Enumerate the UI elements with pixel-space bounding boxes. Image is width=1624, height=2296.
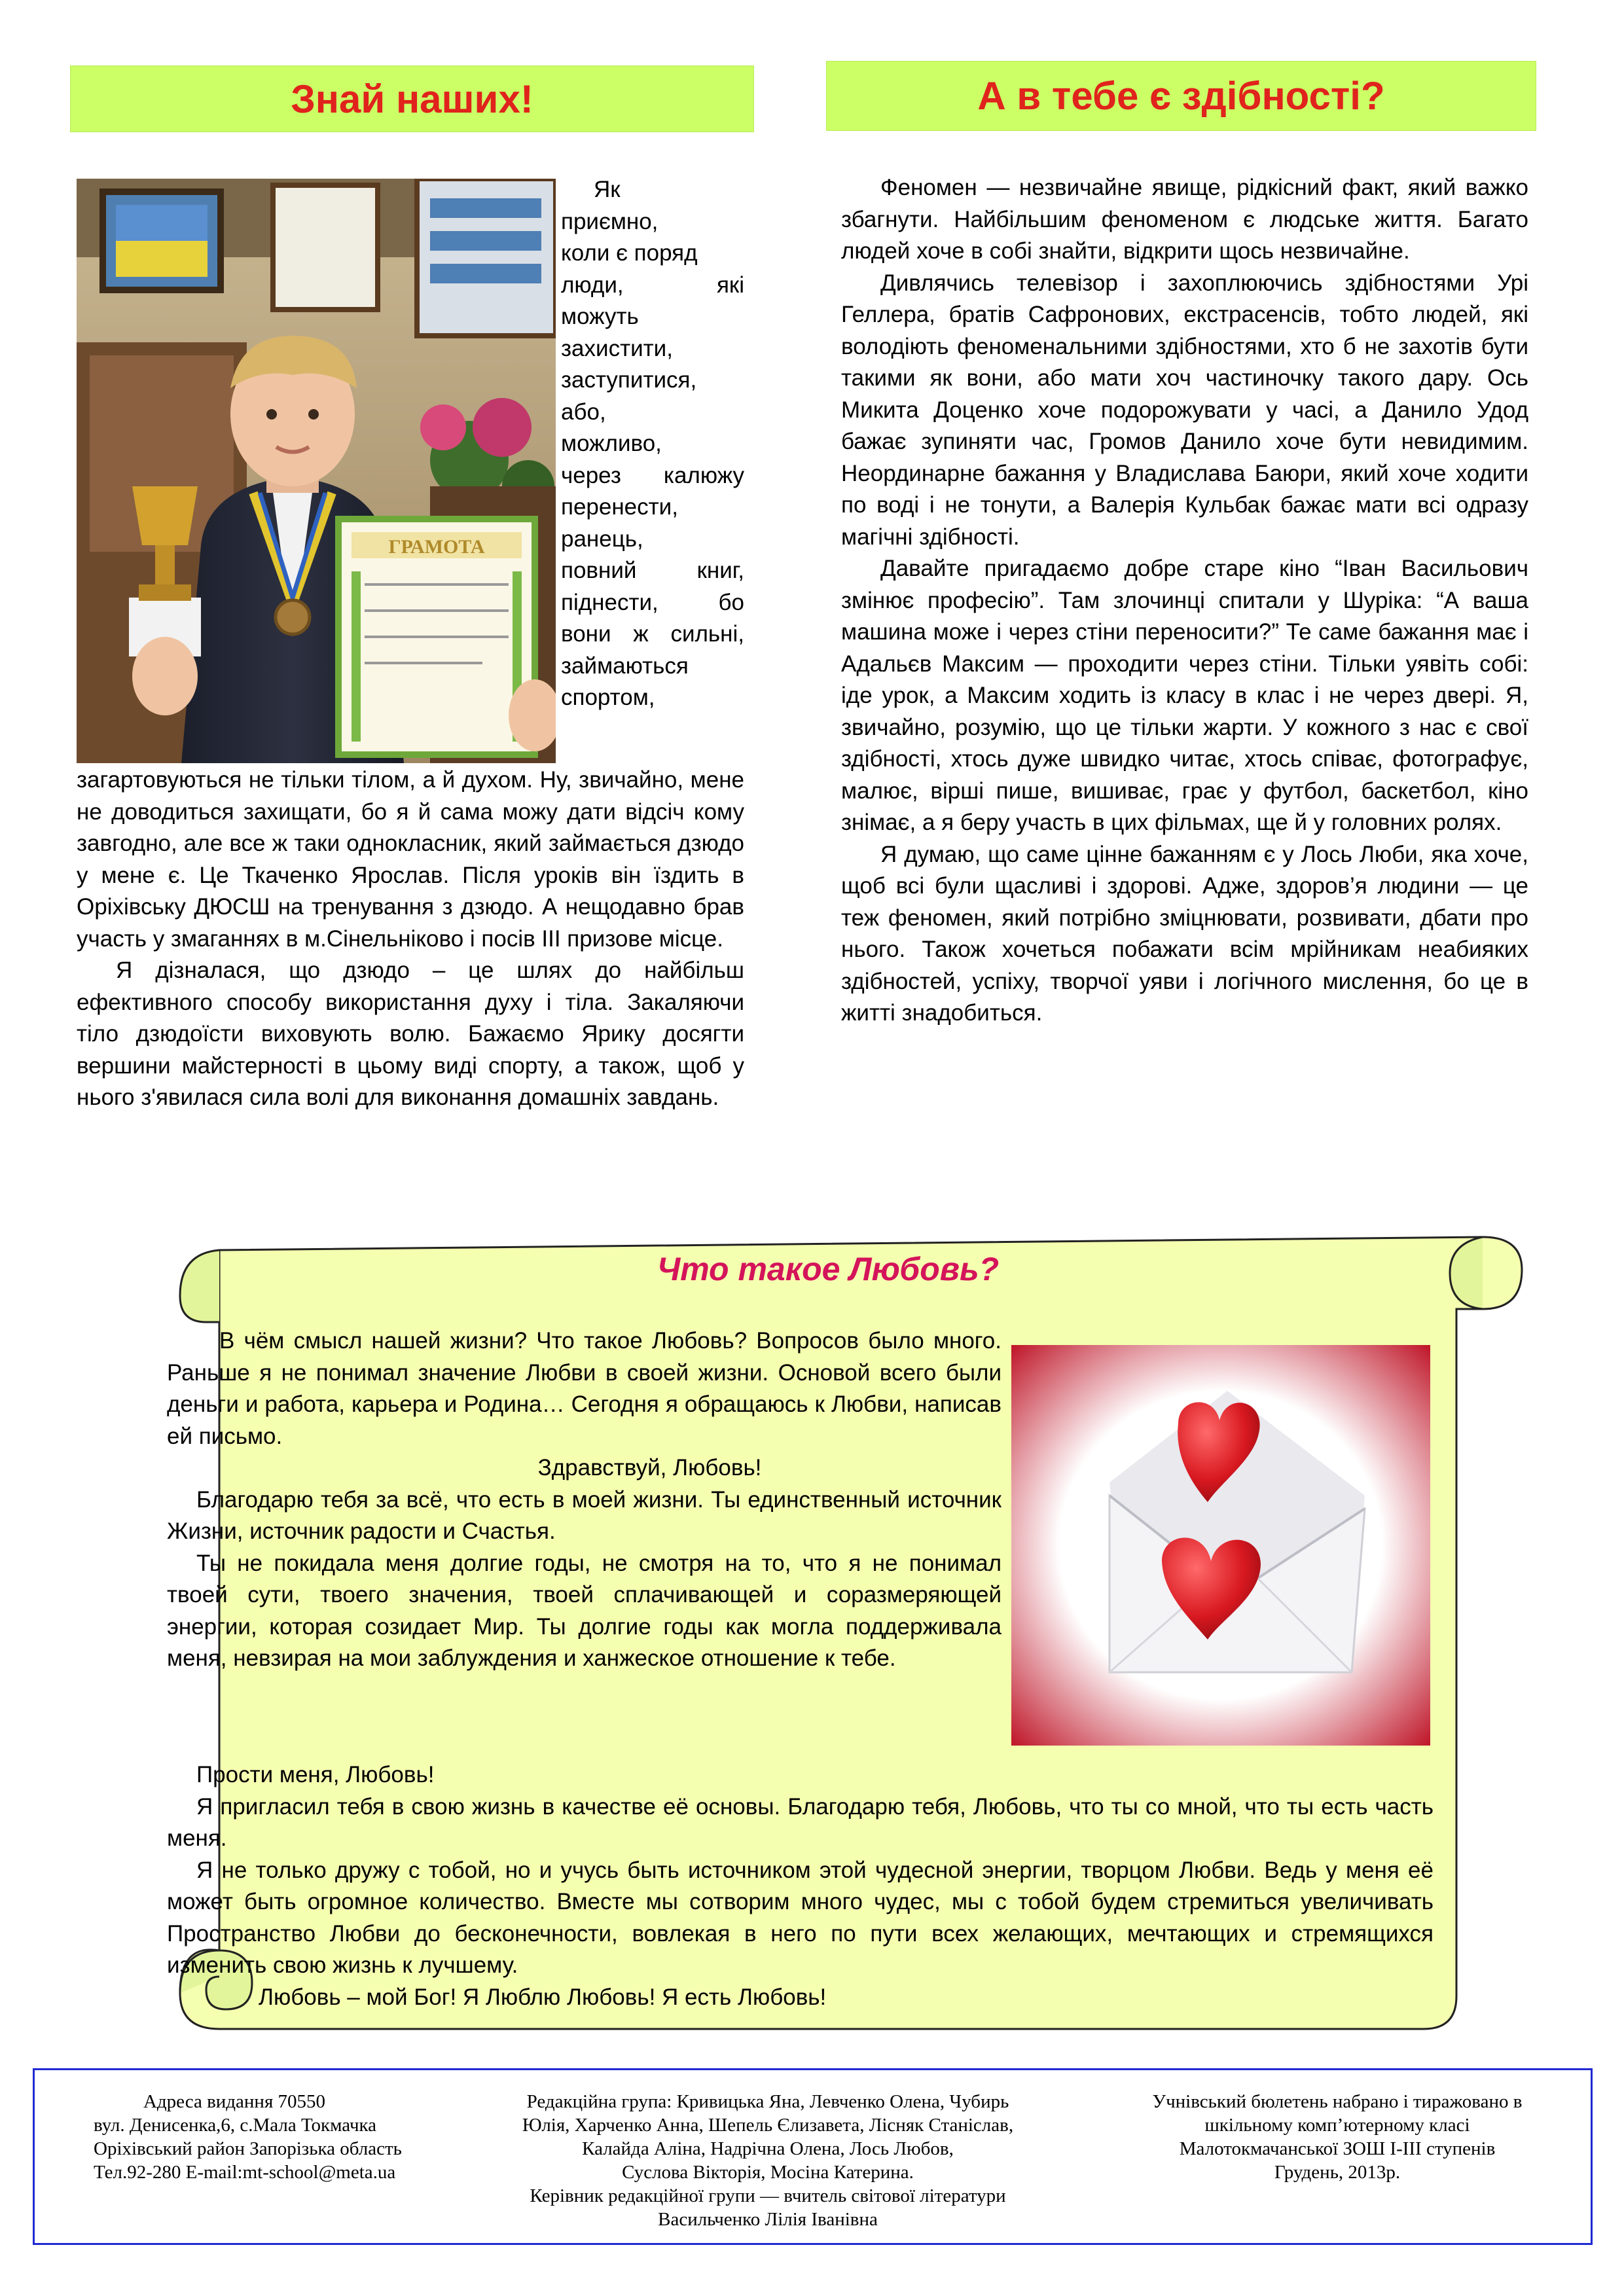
love-title: Что такое Любовь?: [657, 1251, 1000, 1287]
left-paragraph-2: Я дізналася, що дзюдо – це шлях до найбільш ефективного способу використання духу і тіла. Закаляючи тіло дзюдоїсти виховують волю. Бажаємо Ярику досягти вершини майстерності в цьому виді спорту, а також, щоб у нього з'явилася сила волі для виконання домашніх завдань.: [77, 958, 744, 1110]
left-title-banner: [70, 65, 754, 132]
right-paragraph-1: Феномен — незвичайне явище, рідкісний факт, який важко збагнути. Найбільшим феноменом є людське життя. Багато людей хоче в собі знайти, відкрити щось незвичайне.: [841, 175, 1528, 264]
love-p4: Я пригласил тебя в свою жизнь в качестве её основы. Благодарю тебя, Любовь, что ты со мной, что ты есть часть меня.: [167, 1793, 1434, 1851]
publication-footer: [33, 2068, 1593, 2245]
left-article-body: [77, 764, 744, 1114]
love-greeting: Здравствуй, Любовь!: [537, 1455, 762, 1480]
love-text-lower: [167, 1759, 1434, 2013]
right-paragraph-4: Я думаю, що саме цінне бажанням є у Лось Люби, яка хоче, щоб всі були щасливі і здорові. Адже, здоров’я людини — це теж феномен, який потрібно зміцнювати, розвивати, дбати про нього. Також хочеться побажати всім мрійникам неабияких здібностей, успіху, творчої уяви і логічного мислення, бо це в житті знадобиться.: [841, 841, 1528, 1026]
boy-with-certificate-photo: [77, 179, 556, 763]
left-title: Знай наших!: [291, 77, 533, 121]
right-title-banner: [826, 61, 1536, 131]
footer-address: Адреса видання 70550 вул. Денисенка,6, с.Мала Токмачка Оріхівський район Запорізька область Тел.92-280 E-mail:mt-school@meta.ua: [94, 2091, 402, 2183]
right-paragraph-2: Дивлячись телевізор і захоплюючись здібностями Урі Геллера, братів Сафронових, екстрасенсів, тобто людей, які володіють феноменальними здібностями, хто б не захотів бути такими як вони, або мати хоч частиночку такого дару. Ось Микита Доценко хоче подорожувати у часі, а Данило Удод бажає зупиняти час, Громов Данило хоче бути невидимим. Неординарне бажання у Владислава Баюри, який хоче ходити по воді і не тонути, а Валерія Кульбак бажає мати всі одразу магічні здібності.: [841, 270, 1528, 550]
love-p5: Я не только дружу с тобой, но и учусь быть источником этой чудесной энергии, творцом Любви. Ведь у меня её может быть огромное количество. Вместе мы сотворим много чудес, мы с тобой будем стремиться увеличивать Пространство Любви до бесконечности, вовлекая в него по пути всех желающих, мечтающих и стремящихся изменить свою жизнь к лучшему.: [167, 1857, 1434, 1978]
certificate-word: ГРАМОТА: [388, 536, 485, 558]
right-paragraph-3: Давайте пригадаємо добре старе кіно “Іван Васильович змінює професію”. Там злочинці спитали у Шуріка: “А ваша машина може і через стіни переносити?” Те саме бажання має і Адальєв Максим — проходити через стіни. Тільки уявіть собі: іде урок, а Максим ходить із класу в клас і не через двері. Я, звичайно, розумію, що це тільки жарти. У кожного з нас є свої здібності, хтось дуже швидко читає, хтось співає, фотографує, малює, вірші пише, вишиває, грає у футбол, баскетбол, кіно знімає, а я беру участь в цих фільмах, ще й у головних ролях.: [841, 556, 1528, 835]
envelope-hearts-image: [1011, 1345, 1430, 1746]
right-article-body: [841, 172, 1528, 1030]
footer-printing: Учнівський бюлетень набрано і тиражовано в шкільному комп’ютерному класі Малотокмачанської ЗОШ І-ІІІ ступенів Грудень, 2013р.: [1152, 2091, 1523, 2183]
love-p3: Прости меня, Любовь!: [196, 1762, 435, 1787]
left-paragraph-1: загартовуються не тільки тілом, а й духом. Ну, звичайно, мене не доводиться захищати, бо я й сама можу дати відсіч кому завгодно, але все ж таки однокласник, який займається дзюдо у мене є. Це Ткаченко Ярослав. Після уроків він їздить в Оріхівську ДЮСШ на тренування з дзюдо. А нещодавно брав участь у змаганнях в м.Сінельніково і посів ІІІ призове місце.: [77, 767, 744, 952]
love-intro: В чём смысл нашей жизни? Что такое Любовь? Вопросов было много. Раньше я не понимал значение Любви в своей жизни. Основой всего были деньги и работа, карьера и Родина… Сегодня я обращаюсь к Любви, написав ей письмо.: [167, 1328, 1001, 1449]
love-text-upper: [167, 1325, 1001, 1675]
love-p2: Ты не покидала меня долгие годы, не смотря на то, что я не понимал твоей сути, твоего значения, твоей сплачивающей и соразмеряющей энергии, которая созидает Мир. Ты долгие годы как могла поддерживала меня, невзирая на мои заблуждения и ханжеское отношение к тебе.: [167, 1550, 1001, 1671]
love-closing: Любовь – мой Бог! Я Люблю Любовь! Я есть Любовь!: [259, 1984, 827, 2010]
love-p1: Благодарю тебя за всё, что есть в моей жизни. Ты единственный источник Жизни, источник радости и Счастья.: [167, 1486, 1001, 1544]
left-wrap-text: Як приємно, коли є поряд люди, які можуть захистити, заступитися, або, можливо, через калюжу перенести, ранець, повний книг, піднести, бо вони ж сильні, займаються спортом,: [561, 177, 744, 710]
right-title: А в тебе є здібності?: [977, 74, 1385, 118]
footer-editors: Редакційна група: Кривицька Яна, Левченко Олена, Чубирь Юлія, Харченко Анна, Шепель Єлизавета, Лісняк Станіслав, Калайда Аліна, Надрічна Олена, Лось Любов, Суслова Вікторія, Мосіна Катерина. Керівник редакційної групи — вчитель світової літератури Васильченко Лілія Іванівна: [522, 2091, 1014, 2230]
